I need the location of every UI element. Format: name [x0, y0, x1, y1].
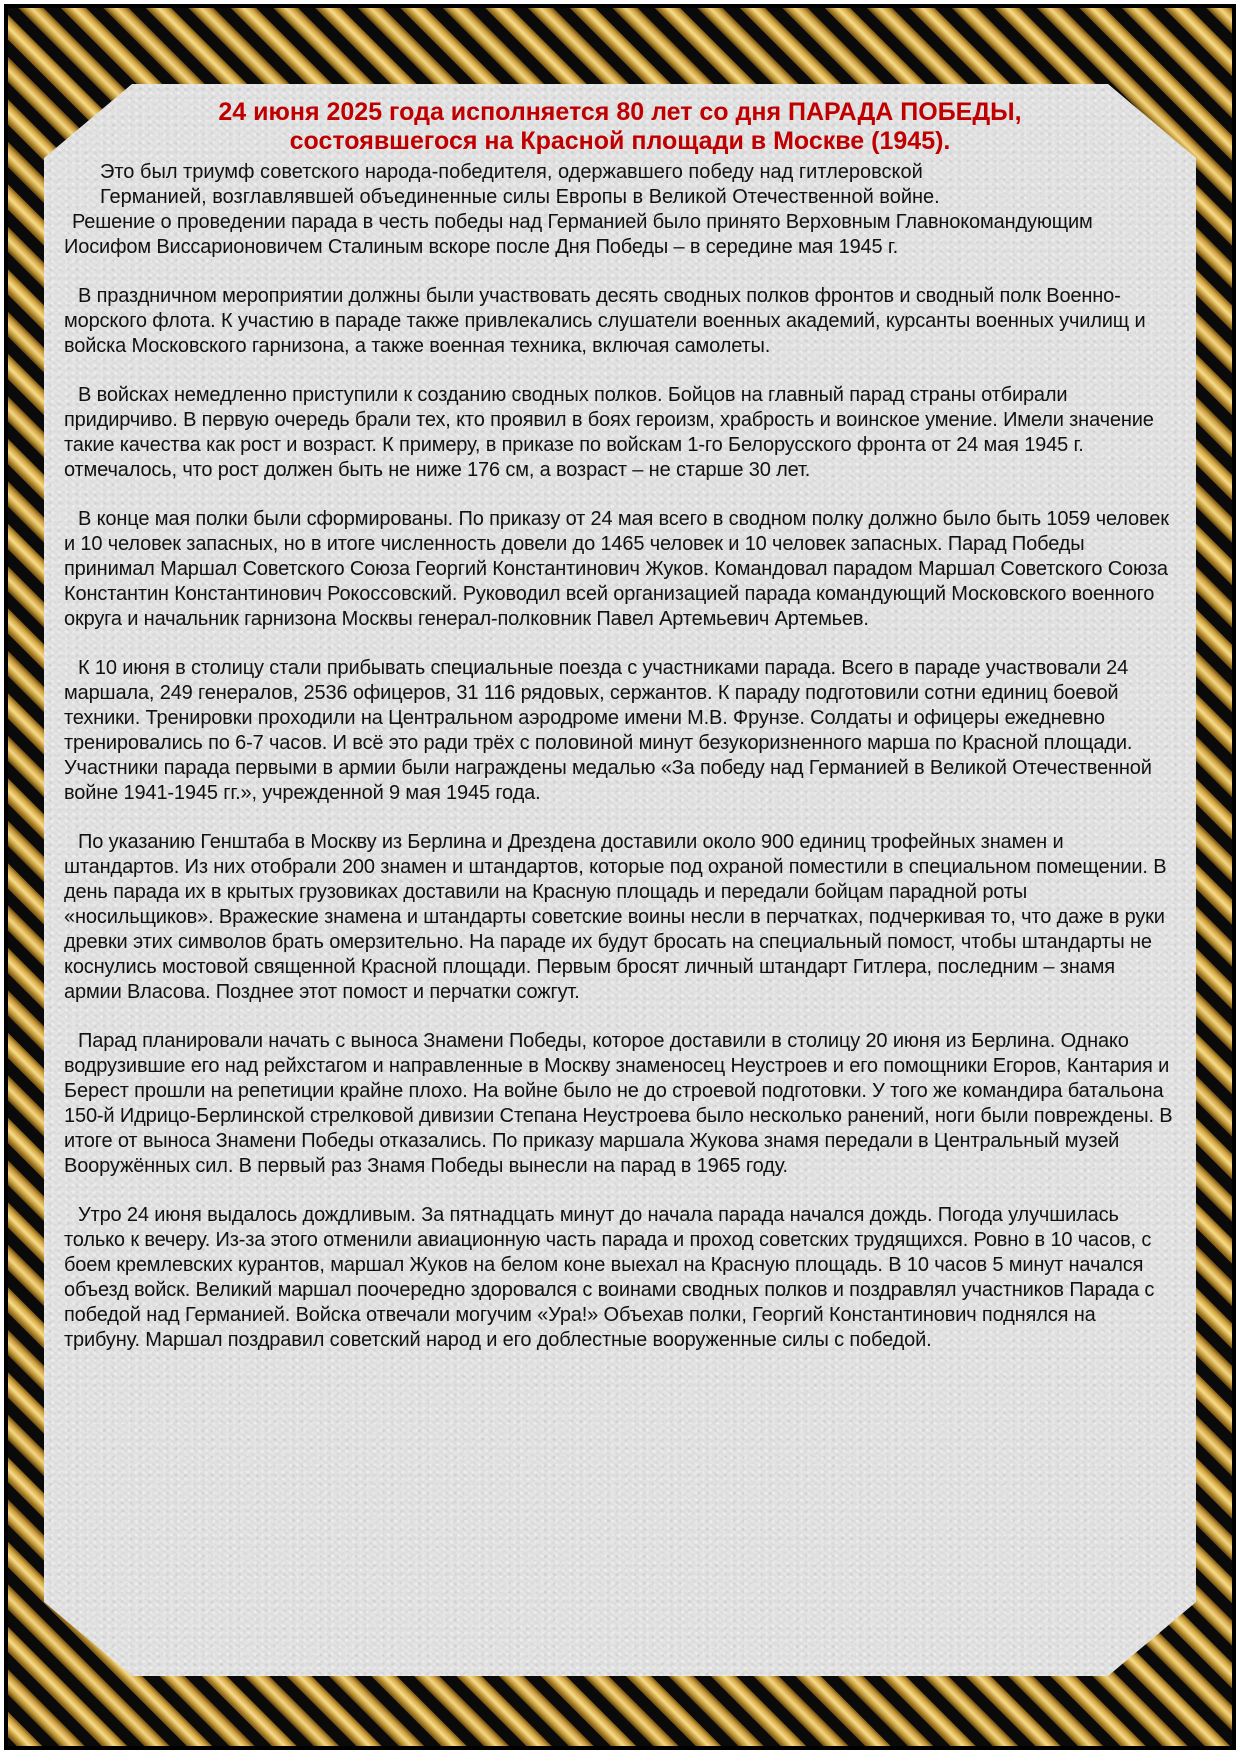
paragraph-formation: В конце мая полки были сформированы. По приказу от 24 мая всего в сводном полку должно было быть 1059 человек и 10 человек запасных, но в итоге численность довели до 1465 человек и 10 человек запасных. Парад Победы принимал Маршал Советского Союза Георгий Константинович Жуков. Командовал парадом Маршал Советского Союза Константин Константинович Рокоссовский. Руководил всей организацией парада командующий Московского военного округа и начальник гарнизона Москвы генерал-полковник Павел Артемьевич Артемьев. — [64, 508, 1169, 630]
paragraph-victory-banner: Парад планировали начать с выноса Знамени Победы, которое доставили в столицу 20 июня из Берлина. Однако водрузившие его над рейхстагом и направленные в Москву знаменосец Неустроев и его помощники Егоров, Кантария и Берест прошли на репетиции крайне плохо. На войне было не до строевой подготовки. У того же командира батальона 150-й Идрицо-Берлинской стрелковой дивизии Степана Неустроева было несколько ранений, ноги были повреждены. В итоге от выноса Знамени Победы отказались. По приказу маршала Жукова знамя передали в Центральный музей Вооружённых сил. В первый раз Знамя Победы вынесли на парад в 1965 году. — [64, 1030, 1173, 1177]
paragraph-training: К 10 июня в столицу стали прибывать специальные поезда с участниками парада. Всего в параде участвовали 24 маршала, 249 генералов, 2536 офицеров, 31 116 рядовых, сержантов. К параду подготовили сотни единиц боевой техники. Тренировки проходили на Центральном аэродроме имени М.В. Фрунзе. Солдаты и офицеры ежедневно тренировались по 6-7 часов. И всё это ради трёх с половиной минут безукоризненного марша по Красной площади. Участники парада первыми в армии были награждены медалью «За победу над Германией в Великой Отечественной войне 1941-1945 гг.», учрежденной 9 мая 1945 года. — [64, 657, 1152, 804]
document-title — [64, 98, 1176, 156]
intro-line-1: Это был триумф советского народа-победителя, одержавшего победу над гитлеровской — [100, 161, 923, 183]
paragraph-parade-morning: Утро 24 июня выдалось дождливым. За пятнадцать минут до начала парада начался дождь. Погода улучшилась только к вечеру. Из-за этого отменили авиационную часть парада и проход советских трудящихся. Ровно в 10 часов, с боем кремлевских курантов, маршал Жуков на белом коне выехал на Красную площадь. В 10 часов 5 минут начался объезд войск. Великий маршал поочередно здоровался с воинами сводных полков и поздравлял участников Парада с победой над Германией. Войска отвечали могучим «Ура!» Объехав полки, Георгий Константинович поднялся на трибуну. Маршал поздравил советский народ и его доблестные вооруженные силы с победой. — [64, 1204, 1155, 1351]
title-line-1: 24 июня 2025 года исполняется 80 лет со дня ПАРАДА ПОБЕДЫ, — [218, 98, 1022, 126]
title-line-2: состоявшегося на Красной площади в Москве (1945). — [289, 127, 951, 155]
intro-line-2: Германией, возглавлявшей объединенные силы Европы в Великой Отечественной войне. — [100, 186, 940, 208]
paragraph-selection: В войсках немедленно приступили к созданию сводных полков. Бойцов на главный парад страны отбирали придирчиво. В первую очередь брали тех, кто проявил в боях героизм, храбрость и воинское умение. Имели значение такие качества как рост и возраст. К примеру, в приказе по войскам 1-го Белорусского фронта от 24 мая 1945 г. отмечалось, что рост должен быть не ниже 176 см, а возраст – не старше 30 лет. — [64, 384, 1154, 481]
intro-paragraph — [64, 160, 1176, 210]
paragraph-participants: В праздничном мероприятии должны были участвовать десять сводных полков фронтов и сводный полк Военно-морского флота. К участию в параде также привлекались слушатели военных академий, курсанты военных училищ и войска Московского гарнизона, а также военная техника, включая самолеты. — [64, 285, 1146, 357]
paragraph-decision: Решение о проведении парада в честь победы над Германией было принято Верховным Главнокомандующим Иосифом Виссарионовичем Сталиным вскоре после Дня Победы – в середине мая 1945 г. — [64, 211, 1093, 258]
document-content — [64, 98, 1176, 1377]
paragraph-trophy-banners: По указанию Генштаба в Москву из Берлина и Дрездена доставили около 900 единиц трофейных знамен и штандартов. Из них отобрали 200 знамен и штандартов, которые под охраной поместили в специальном помещении. В день парада их в крытых грузовиках доставили на Красную площадь и передали бойцам парадной роты «носильщиков». Вражеские знамена и штандарты советские воины несли в перчатках, подчеркивая то, что даже в руки древки этих символов брать омерзительно. На параде их будут бросать на специальный помост, чтобы штандарты не коснулись мостовой священной Красной площади. Первым бросят личный штандарт Гитлера, последним – знамя армии Власова. Позднее этот помост и перчатки сожгут. — [64, 831, 1167, 1003]
